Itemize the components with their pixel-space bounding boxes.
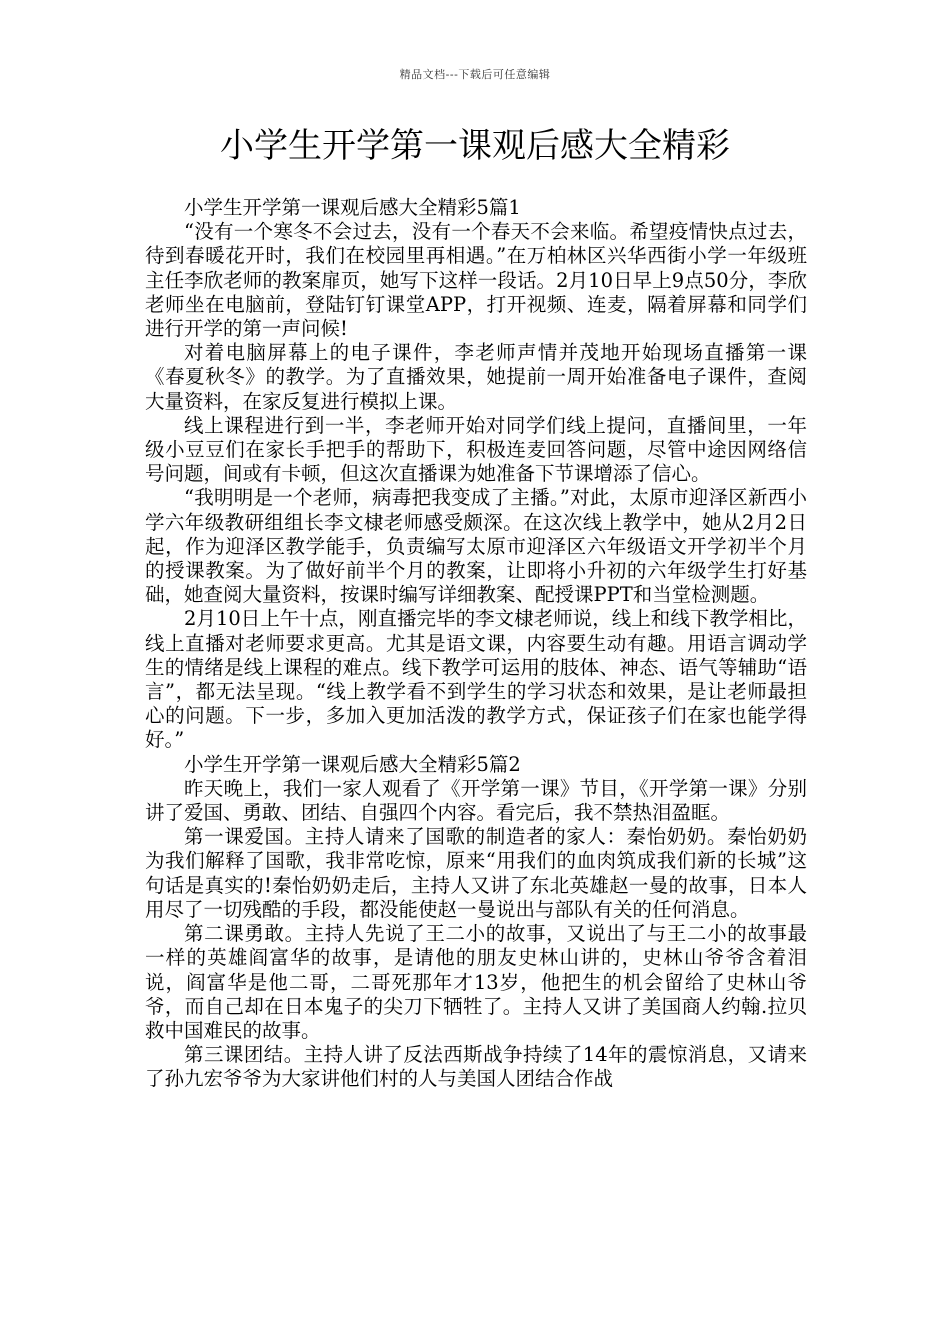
paragraph: 对着电脑屏幕上的电子课件，李老师声情并茂地开始现场直播第一课《春夏秋冬》的教学。为了直播效果，她提前一周开始准备电子课件，查阅大量资料，在家反复进行模拟上课。	[145, 341, 807, 413]
paragraph: “我明明是一个老师，病毒把我变成了主播。”对此，太原市迎泽区新西小学六年级教研组组长李文棣老师感受颇深。在这次线上教学中，她从2月2日起，作为迎泽区教学能手，负责编写太原市迎泽区六年级语文开学初半个月的授课教案。为了做好前半个月的教案，让即将小升初的六年级学生打好基础，她查阅大量资料，按课时编写详细教案、配授课PPT和当堂检测题。	[145, 486, 807, 607]
section-heading: 小学生开学第一课观后感大全精彩5篇2	[184, 752, 521, 776]
paragraph: 第二课勇敢。主持人先说了王二小的故事，又说出了与王二小的故事最一样的英雄阎富华的故事，是请他的朋友史林山讲的，史林山爷爷含着泪说，阎富华是他二哥，二哥死那年才13岁，他把生的机会留给了史林山爷爷，而自己却在日本鬼子的尖刀下牺牲了。主持人又讲了美国商人约翰.拉贝救中国难民的故事。	[145, 922, 807, 1042]
section-heading: 小学生开学第一课观后感大全精彩5篇1	[184, 196, 521, 219]
paragraph: 第一课爱国。主持人请来了国歌的制造者的家人：秦怡奶奶。秦怡奶奶为我们解释了国歌，我非常吃惊，原来“用我们的血肉筑成我们新的长城”这句话是真实的!秦怡奶奶走后，主持人又讲了东北英雄赵一曼的故事，日本人用尽了一切残酷的手段，都没能使赵一曼说出与部队有关的任何消息。	[145, 825, 807, 921]
header-note: 精品文档---下载后可任意编辑	[399, 68, 551, 81]
paragraph: 线上课程进行到一半，李老师开始对同学们线上提问，直播间里，一年级小豆豆们在家长手把手的帮助下，积极连麦回答问题，尽管中途因网络信号问题，间或有卡顿，但这次直播课为她准备下节课增添了信心。	[145, 413, 807, 486]
document-body	[145, 196, 807, 1092]
paragraph: 2月10日上午十点，刚直播完毕的李文棣老师说，线上和线下教学相比，线上直播对老师要求更高。尤其是语文课，内容要生动有趣。用语言调动学生的情绪是线上课程的难点。线下教学可运用的肢体、神态、语气等辅助“语言”，都无法呈现。“线上教学看不到学生的学习状态和效果，是让老师最担心的问题。下一步，多加入更加活泼的教学方式，保证孩子们在家也能学得好。”	[145, 607, 807, 752]
paragraph: “没有一个寒冬不会过去，没有一个春天不会来临。希望疫情快点过去，待到春暖花开时，我们在校园里再相遇。”在万柏林区兴华西街小学一年级班主任李欣老师的教案扉页，她写下这样一段话。2月10日早上9点50分，李欣老师坐在电脑前，登陆钉钉课堂APP，打开视频、连麦，隔着屏幕和同学们进行开学的第一声问候!	[145, 220, 807, 341]
document-title: 小学生开学第一课观后感大全精彩	[220, 126, 730, 166]
paragraph: 第三课团结。主持人讲了反法西斯战争持续了14年的震惊消息，又请来了孙九宏爷爷为大家讲他们村的人与美国人团结合作战	[145, 1043, 807, 1091]
paragraph: 昨天晚上，我们一家人观看了《开学第一课》节目，《开学第一课》分别讲了爱国、勇敢、团结、自强四个内容。看完后，我不禁热泪盈眶。	[145, 776, 807, 825]
